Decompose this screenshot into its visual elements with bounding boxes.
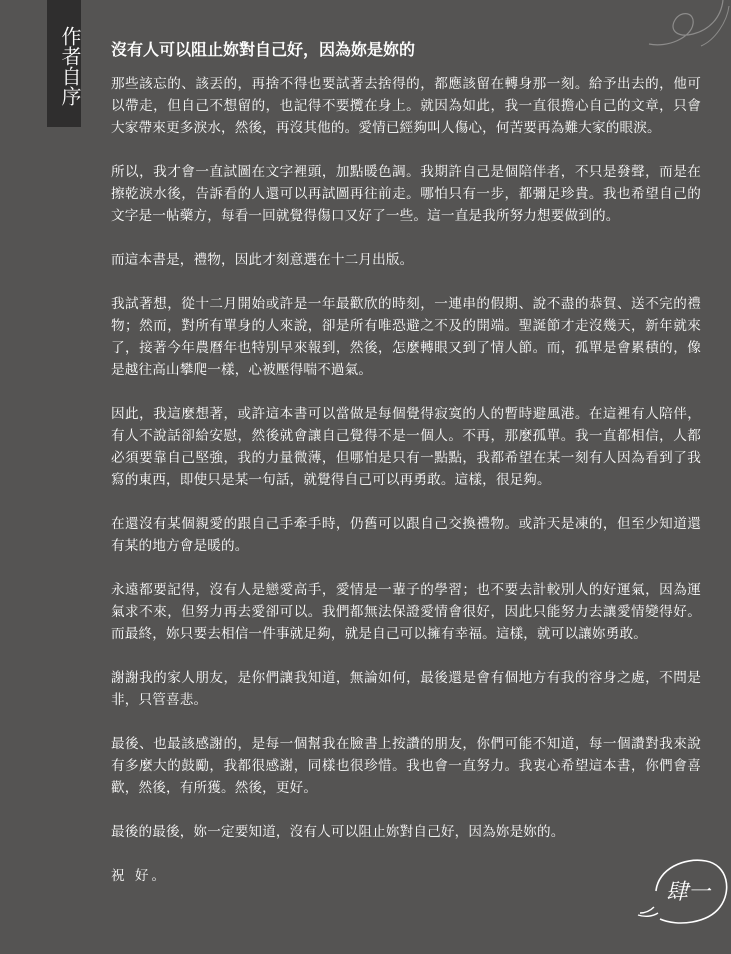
paragraph: 那些該忘的、該丟的，再捨不得也要試著去捨得的，都應該留在轉身那一刻。給予出去的，他可以帶走，但自己不想留的，也記得不要攬在身上。就因為如此，我一直很擔心自己的文章，只會大家帶來更多淚水，然後，再沒其他的。愛情已經夠叫人傷心，何苦要再為難大家的眼淚。 <box>111 76 701 136</box>
paragraph: 所以，我才會一直試圖在文字裡頭，加點暖色調。我期許自己是個陪伴者，不只是發聲，而是在擦乾淚水後，告訴看的人還可以再試圖再往前走。哪怕只有一步，都彌足珍貴。我也希望自己的文字是一帖藥方，每看一回就覺得傷口又好了一些。這一直是我所努力想要做到的。 <box>111 164 701 224</box>
paragraph: 最後、也最該感謝的，是每一個幫我在臉書上按讚的朋友，你們可能不知道，每一個讚對我來說有多麼大的鼓勵，我都很感謝，同樣也很珍惜。我也會一直努力。我衷心希望這本書，你們會喜歡，然後，有所獲。然後，更好。 <box>111 736 701 796</box>
body-text <box>111 73 701 887</box>
decorative-curve <box>631 0 731 60</box>
signature-text: 肆一 <box>665 880 711 905</box>
paragraph: 最後的最後，妳一定要知道，沒有人可以阻止妳對自己好，因為妳是妳的。 <box>111 824 565 840</box>
paragraph: 我試著想，從十二月開始或許是一年最歡欣的時刻，一連串的假期、說不盡的恭賀、送不完的禮物；然而，對所有單身的人來說，卻是所有唯恐避之不及的開端。聖誕節才走沒幾天，新年就來了，接著今年農曆年也特別早來報到，然後，怎麼轉眼又到了情人節。而，孤單是會累積的，像是越往高山攀爬一樣，心被壓得喘不過氣。 <box>111 296 701 378</box>
closing-greeting: 祝 好。 <box>111 868 169 884</box>
author-signature <box>636 855 731 930</box>
paragraph: 因此，我這麼想著，或許這本書可以當做是每個覺得寂寞的人的暫時避風港。在這裡有人陪伴，有人不說話卻給安慰，然後就會讓自己覺得不是一個人。不再，那麼孤單。我一直都相信，人都必須要靠自己堅強，我的力量微薄，但哪怕是只有一點點，我都希望在某一刻有人因為看到了我寫的東西，即使只是某一句話，就覺得自己可以再勇敢。這樣，很足夠。 <box>111 406 701 488</box>
paragraph: 永遠都要記得，沒有人是戀愛高手，愛情是一輩子的學習；也不要去計較別人的好運氣，因為運氣求不來，但努力再去愛卻可以。我們都無法保證愛情會很好，因此只能努力去讓愛情變得好。而最終，妳只要去相信一件事就足夠，就是自己可以擁有幸福。這樣，就可以讓妳勇敢。 <box>111 582 701 642</box>
section-tab <box>47 0 81 127</box>
paragraph: 謝謝我的家人朋友，是你們讓我知道，無論如何，最後還是會有個地方有我的容身之處，不問是非，只管喜悲。 <box>111 670 701 708</box>
chapter-title: 沒有人可以阻止妳對自己好，因為妳是妳的 <box>111 40 416 59</box>
paragraph: 在還沒有某個親愛的跟自己手牽手時，仍舊可以跟自己交換禮物。或許天是凍的，但至少知道還有某的地方會是暖的。 <box>111 516 701 554</box>
paragraph: 而這本書是，禮物，因此才刻意選在十二月出版。 <box>111 252 414 268</box>
section-tab-label: 作者自序 <box>58 26 82 106</box>
